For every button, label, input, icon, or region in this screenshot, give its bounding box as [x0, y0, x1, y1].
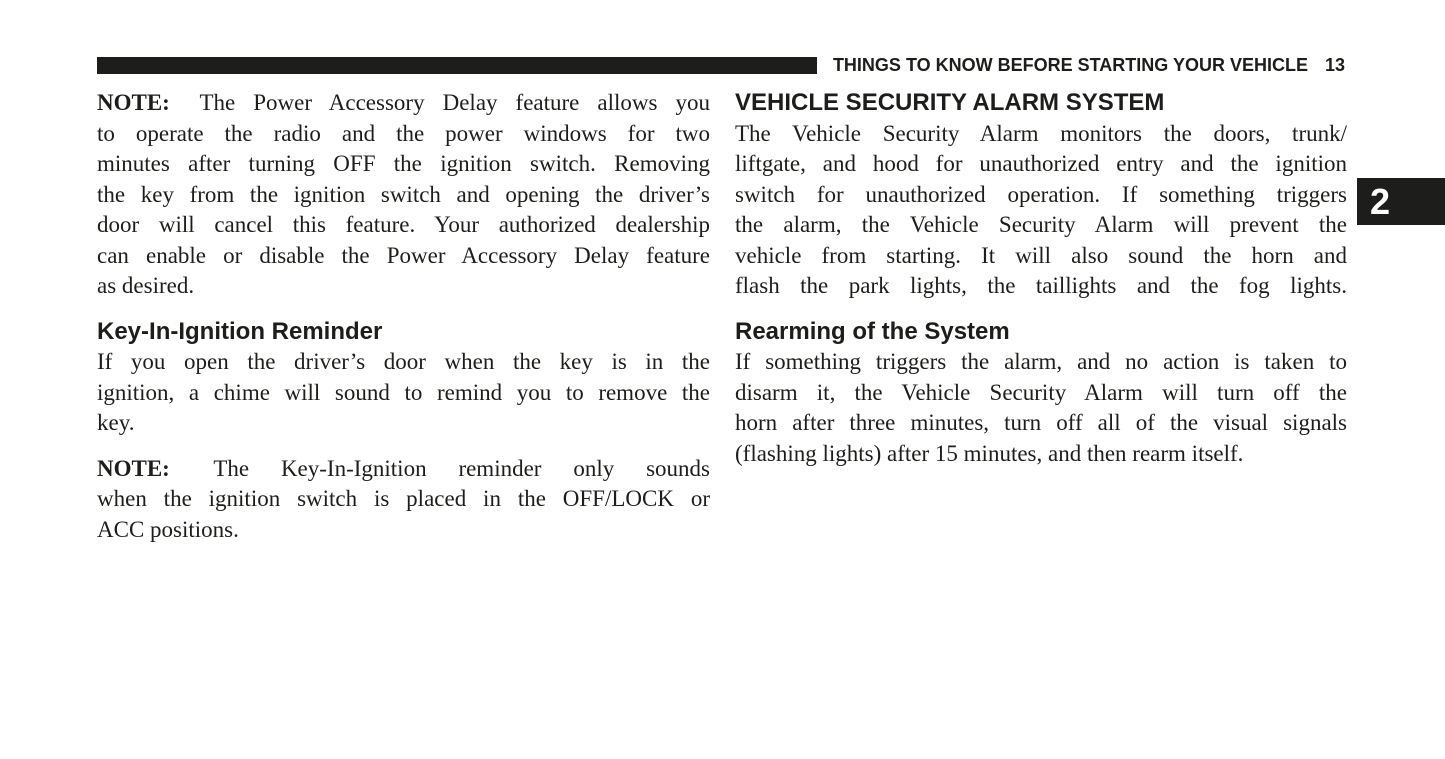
right-column	[735, 88, 1347, 469]
text-line: (flashing lights) after 15 minutes, and then rearm itself.	[735, 440, 1244, 466]
text-line: liftgate, and hood for unauthorized entry and the ignition	[735, 151, 1347, 176]
text-line: door will cancel this feature. Your authorized dealership	[97, 212, 710, 237]
text-line: minutes after turning OFF the ignition switch. Removing	[97, 151, 710, 176]
chapter-tab	[1357, 178, 1445, 225]
text-line: horn after three minutes, turn off all of the visual signals	[735, 410, 1347, 435]
text-line: ACC positions.	[97, 516, 239, 542]
heading-rearming-of-the-system: Rearming of the System	[735, 317, 1010, 345]
running-header	[97, 56, 1345, 74]
note-label: NOTE:	[97, 90, 170, 115]
text-line	[97, 88, 710, 119]
paragraph-vehicle-security-alarm	[735, 119, 1347, 302]
paragraph-key-in-ignition	[97, 347, 710, 439]
text-line: as desired.	[97, 273, 195, 298]
heading-key-in-ignition-reminder: Key-In-Ignition Reminder	[97, 317, 383, 345]
text-segment: The Power Accessory Delay feature allows you	[199, 90, 710, 115]
text-line: key.	[97, 410, 135, 435]
text-line: the alarm, the Vehicle Security Alarm will prevent the	[735, 212, 1347, 237]
text-line: switch for unauthorized operation. If something triggers	[735, 181, 1347, 207]
note-key-in-ignition	[97, 454, 710, 546]
text-line: If you open the driver’s door when the key is in the	[97, 349, 710, 374]
chapter-title: THINGS TO KNOW BEFORE STARTING YOUR VEHICLE	[832, 55, 1308, 75]
text-line	[97, 454, 710, 485]
text-line: disarm it, the Vehicle Security Alarm will turn off the	[735, 379, 1347, 405]
heading-vehicle-security-alarm-system: VEHICLE SECURITY ALARM SYSTEM	[735, 89, 1165, 116]
left-column	[97, 88, 710, 545]
text-segment: The Key-In-Ignition reminder only sounds	[213, 455, 710, 481]
text-line: can enable or disable the Power Accessory Delay feature	[97, 242, 710, 268]
chapter-tab-number: 2	[1370, 180, 1391, 222]
text-line: when the ignition switch is placed in the OFF/LOCK or	[97, 486, 710, 511]
text-line: If something triggers the alarm, and no action is taken to	[735, 349, 1347, 374]
note-label: NOTE:	[97, 455, 170, 481]
text-line: to operate the radio and the power windows for two	[97, 120, 710, 146]
header-rule-bar	[97, 57, 817, 74]
text-line: flash the park lights, the taillights and the fog lights.	[735, 273, 1347, 298]
text-line: ignition, a chime will sound to remind you to remove the	[97, 379, 710, 405]
text-line: the key from the ignition switch and opening the driver’s	[97, 181, 710, 207]
text-line: The Vehicle Security Alarm monitors the doors, trunk/	[735, 120, 1347, 146]
text-line: vehicle from starting. It will also sound the horn and	[735, 242, 1347, 268]
paragraph-rearming	[735, 347, 1347, 469]
note-power-accessory-delay	[97, 88, 710, 302]
page-number: 13	[1324, 55, 1345, 75]
